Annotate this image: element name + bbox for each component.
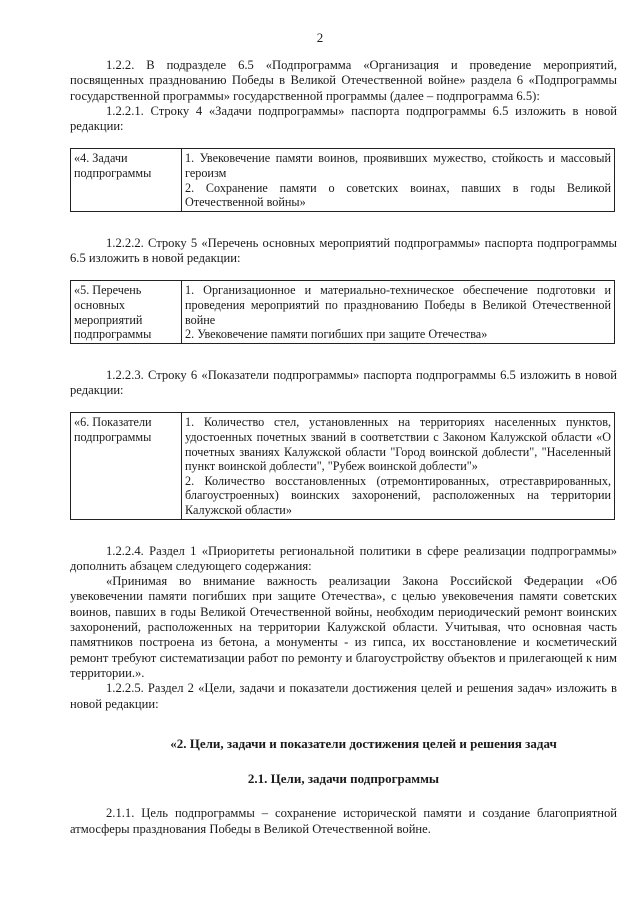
document-body — [70, 58, 617, 837]
passport-row-6-table — [70, 412, 615, 519]
section-heading: «2. Цели, задачи и показатели достижения целей и решения задач — [170, 735, 557, 751]
row-value — [182, 149, 615, 211]
table-row — [71, 281, 615, 343]
paragraph-1-2-2-1: 1.2.2.1. Строку 4 «Задачи подпрограммы» паспорта подпрограммы 6.5 изложить в новой редакции: — [70, 103, 617, 134]
paragraph-1-2-2-2: 1.2.2.2. Строку 5 «Перечень основных мероприятий подпрограммы» паспорта подпрограммы 6.5 изложить в новой редакции: — [70, 235, 617, 266]
row-value-line: 1. Количество стел, установленных на территориях населенных пунктов, удостоенных почетных званий в соответствии с Законом Калужской области «О почетных званиях Калужской области "Город воинской доблести", "Населенный пункт воинской доблести", "Рубеж воинской доблести"» — [185, 415, 611, 474]
row-value-line: 1. Увековечение памяти воинов, проявивших мужество, стойкость и массовый героизм — [185, 151, 611, 181]
row-value — [182, 281, 615, 343]
paragraph-1-2-2-5: 1.2.2.5. Раздел 2 «Цели, задачи и показатели достижения целей и решения задач» изложить в новой редакции: — [70, 681, 617, 711]
page-number: 2 — [316, 30, 324, 45]
subsection-heading: 2.1. Цели, задачи подпрограммы — [247, 771, 440, 787]
row-value-line: 2. Увековечение памяти погибших при защите Отечества» — [185, 327, 488, 342]
row-value-line: 2. Количество восстановленных (отремонтированных, отреставрированных, благоустроенных) воинских захоронений, расположенных на территории Калужской области» — [185, 473, 611, 517]
paragraph-1-2-2: 1.2.2. В подразделе 6.5 «Подпрограмма «Организация и проведение мероприятий, посвященных празднованию Победы в Великой Отечественной войне» раздела 6 «Подпрограммы государственной программы» государственной программы (далее – подпрограмма 6.5): — [70, 58, 617, 103]
paragraph-2-1-1: 2.1.1. Цель подпрограммы – сохранение исторической памяти и создание благоприятной атмосферы празднования Победы в Великой Отечественной войне. — [70, 806, 617, 836]
row-label: «5. Перечень основных мероприятий подпрограммы — [71, 281, 182, 343]
paragraph-1-2-2-3: 1.2.2.3. Строку 6 «Показатели подпрограммы» паспорта подпрограммы 6.5 изложить в новой редакции: — [70, 367, 617, 398]
row-value — [182, 413, 615, 519]
row-value-line: 2. Сохранение памяти о советских воинах, павших в годы Великой Отечественной войны» — [185, 180, 611, 210]
table-row — [71, 149, 615, 211]
table-row — [71, 413, 615, 519]
row-label: «6. Показатели подпрограммы — [71, 413, 182, 519]
paragraph-quote: «Принимая во внимание важность реализации Закона Российской Федерации «Об увековечении памяти погибших при защите Отечества», с целью увековечения памяти советских воинов, павших в годы Великой Отечественной войны, необходим периодический ремонт воинских захоронений, расположенных на территории Калужской области. Учитывая, что основная часть памятников построена из бетона, а монументы - из гипса, их восстановление и косметический ремонт требуют систематизации работ по ремонту и благоустройству объектов и прилегающей к ним территории.». — [70, 574, 617, 680]
row-value-line: 1. Организационное и материально-техническое обеспечение подготовки и проведения мероприятий по празднованию Победы в Великой Отечественной войне — [185, 283, 611, 327]
passport-row-4-table — [70, 148, 615, 211]
passport-row-5-table — [70, 280, 615, 343]
paragraph-1-2-2-4: 1.2.2.4. Раздел 1 «Приоритеты региональной политики в сфере реализации подпрограммы» дополнить абзацем следующего содержания: — [70, 543, 617, 573]
row-label: «4. Задачи подпрограммы — [71, 149, 182, 211]
